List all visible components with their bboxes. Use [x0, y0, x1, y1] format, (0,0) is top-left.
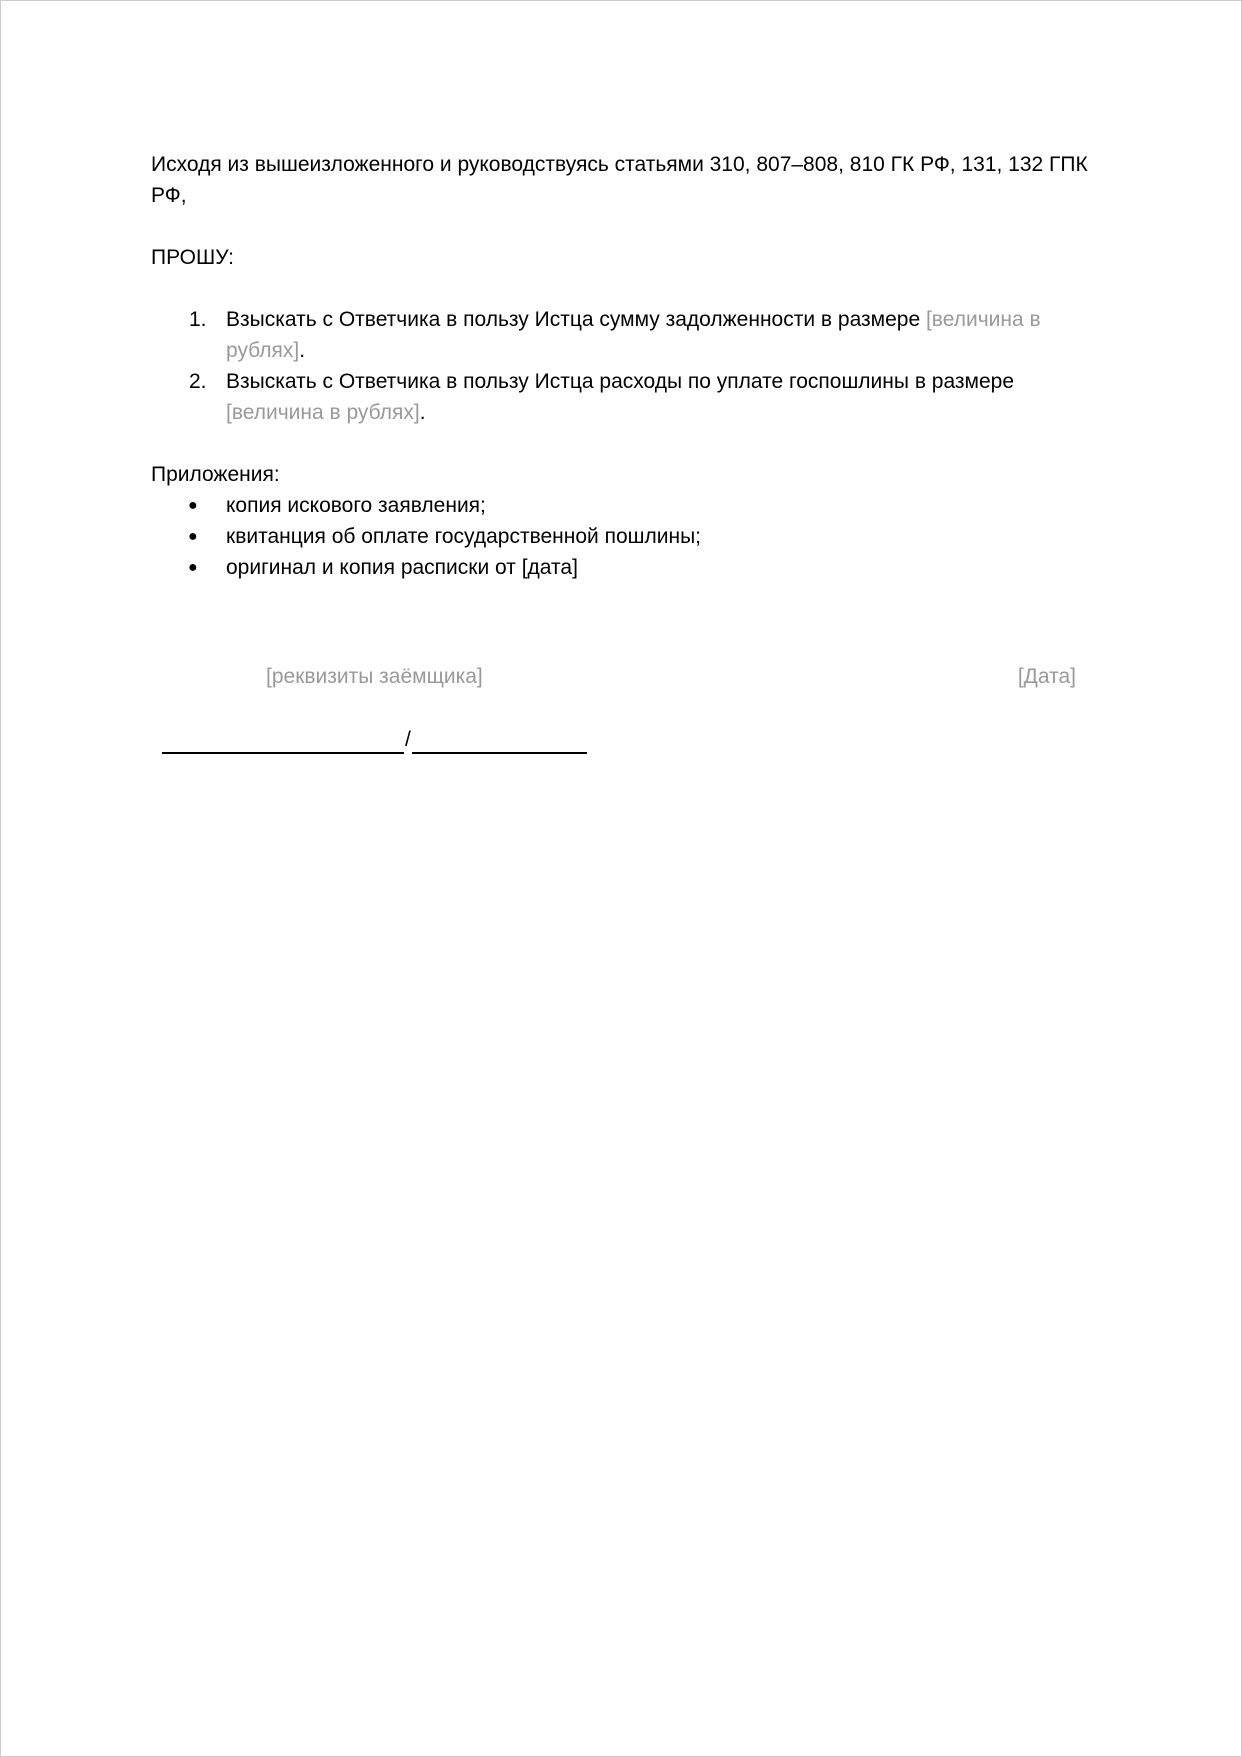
- borrower-details-placeholder: [реквизиты заёмщика]: [266, 665, 483, 688]
- signature-line: [162, 724, 587, 754]
- request-heading: ПРОШУ:: [151, 246, 234, 269]
- request-list: [151, 304, 1091, 428]
- list-number: 1.: [189, 308, 207, 331]
- request-item: [151, 366, 1091, 428]
- name-blank: [412, 724, 587, 754]
- signature-blank: [162, 724, 404, 754]
- date-placeholder: [Дата]: [1017, 665, 1076, 688]
- request-text: Взыскать с Ответчика в пользу Истца расходы по уплате госпошлины в размере: [226, 370, 1015, 393]
- attachment-item: [151, 552, 1091, 583]
- bullet-icon: ●: [188, 528, 198, 545]
- request-suffix: .: [419, 401, 426, 424]
- request-item: [151, 304, 1091, 366]
- bullet-icon: ●: [188, 559, 198, 576]
- attachments-heading: Приложения:: [151, 463, 280, 486]
- request-suffix: .: [299, 339, 306, 362]
- amount-placeholder: [величина в рублях]: [226, 308, 1041, 362]
- attachment-text: оригинал и копия расписки от [дата]: [226, 556, 578, 579]
- attachment-item: [151, 521, 1091, 552]
- attachment-text: копия искового заявления;: [226, 494, 486, 517]
- document-body: [151, 149, 1091, 583]
- attachment-text: квитанция об оплате государственной пошлины;: [226, 525, 702, 548]
- attachments-list: [151, 490, 1091, 583]
- amount-placeholder: [величина в рублях]: [226, 401, 420, 424]
- signature-separator: /: [405, 728, 411, 751]
- bullet-icon: ●: [188, 497, 198, 514]
- request-text: Взыскать с Ответчика в пользу Истца сумму задолженности в размере: [226, 308, 926, 331]
- attachment-item: [151, 490, 1091, 521]
- basis-paragraph: Исходя из вышеизложенного и руководствуясь статьями 310, 807–808, 810 ГК РФ, 131, 132 ГПК РФ,: [151, 153, 1088, 207]
- list-number: 2.: [189, 370, 207, 393]
